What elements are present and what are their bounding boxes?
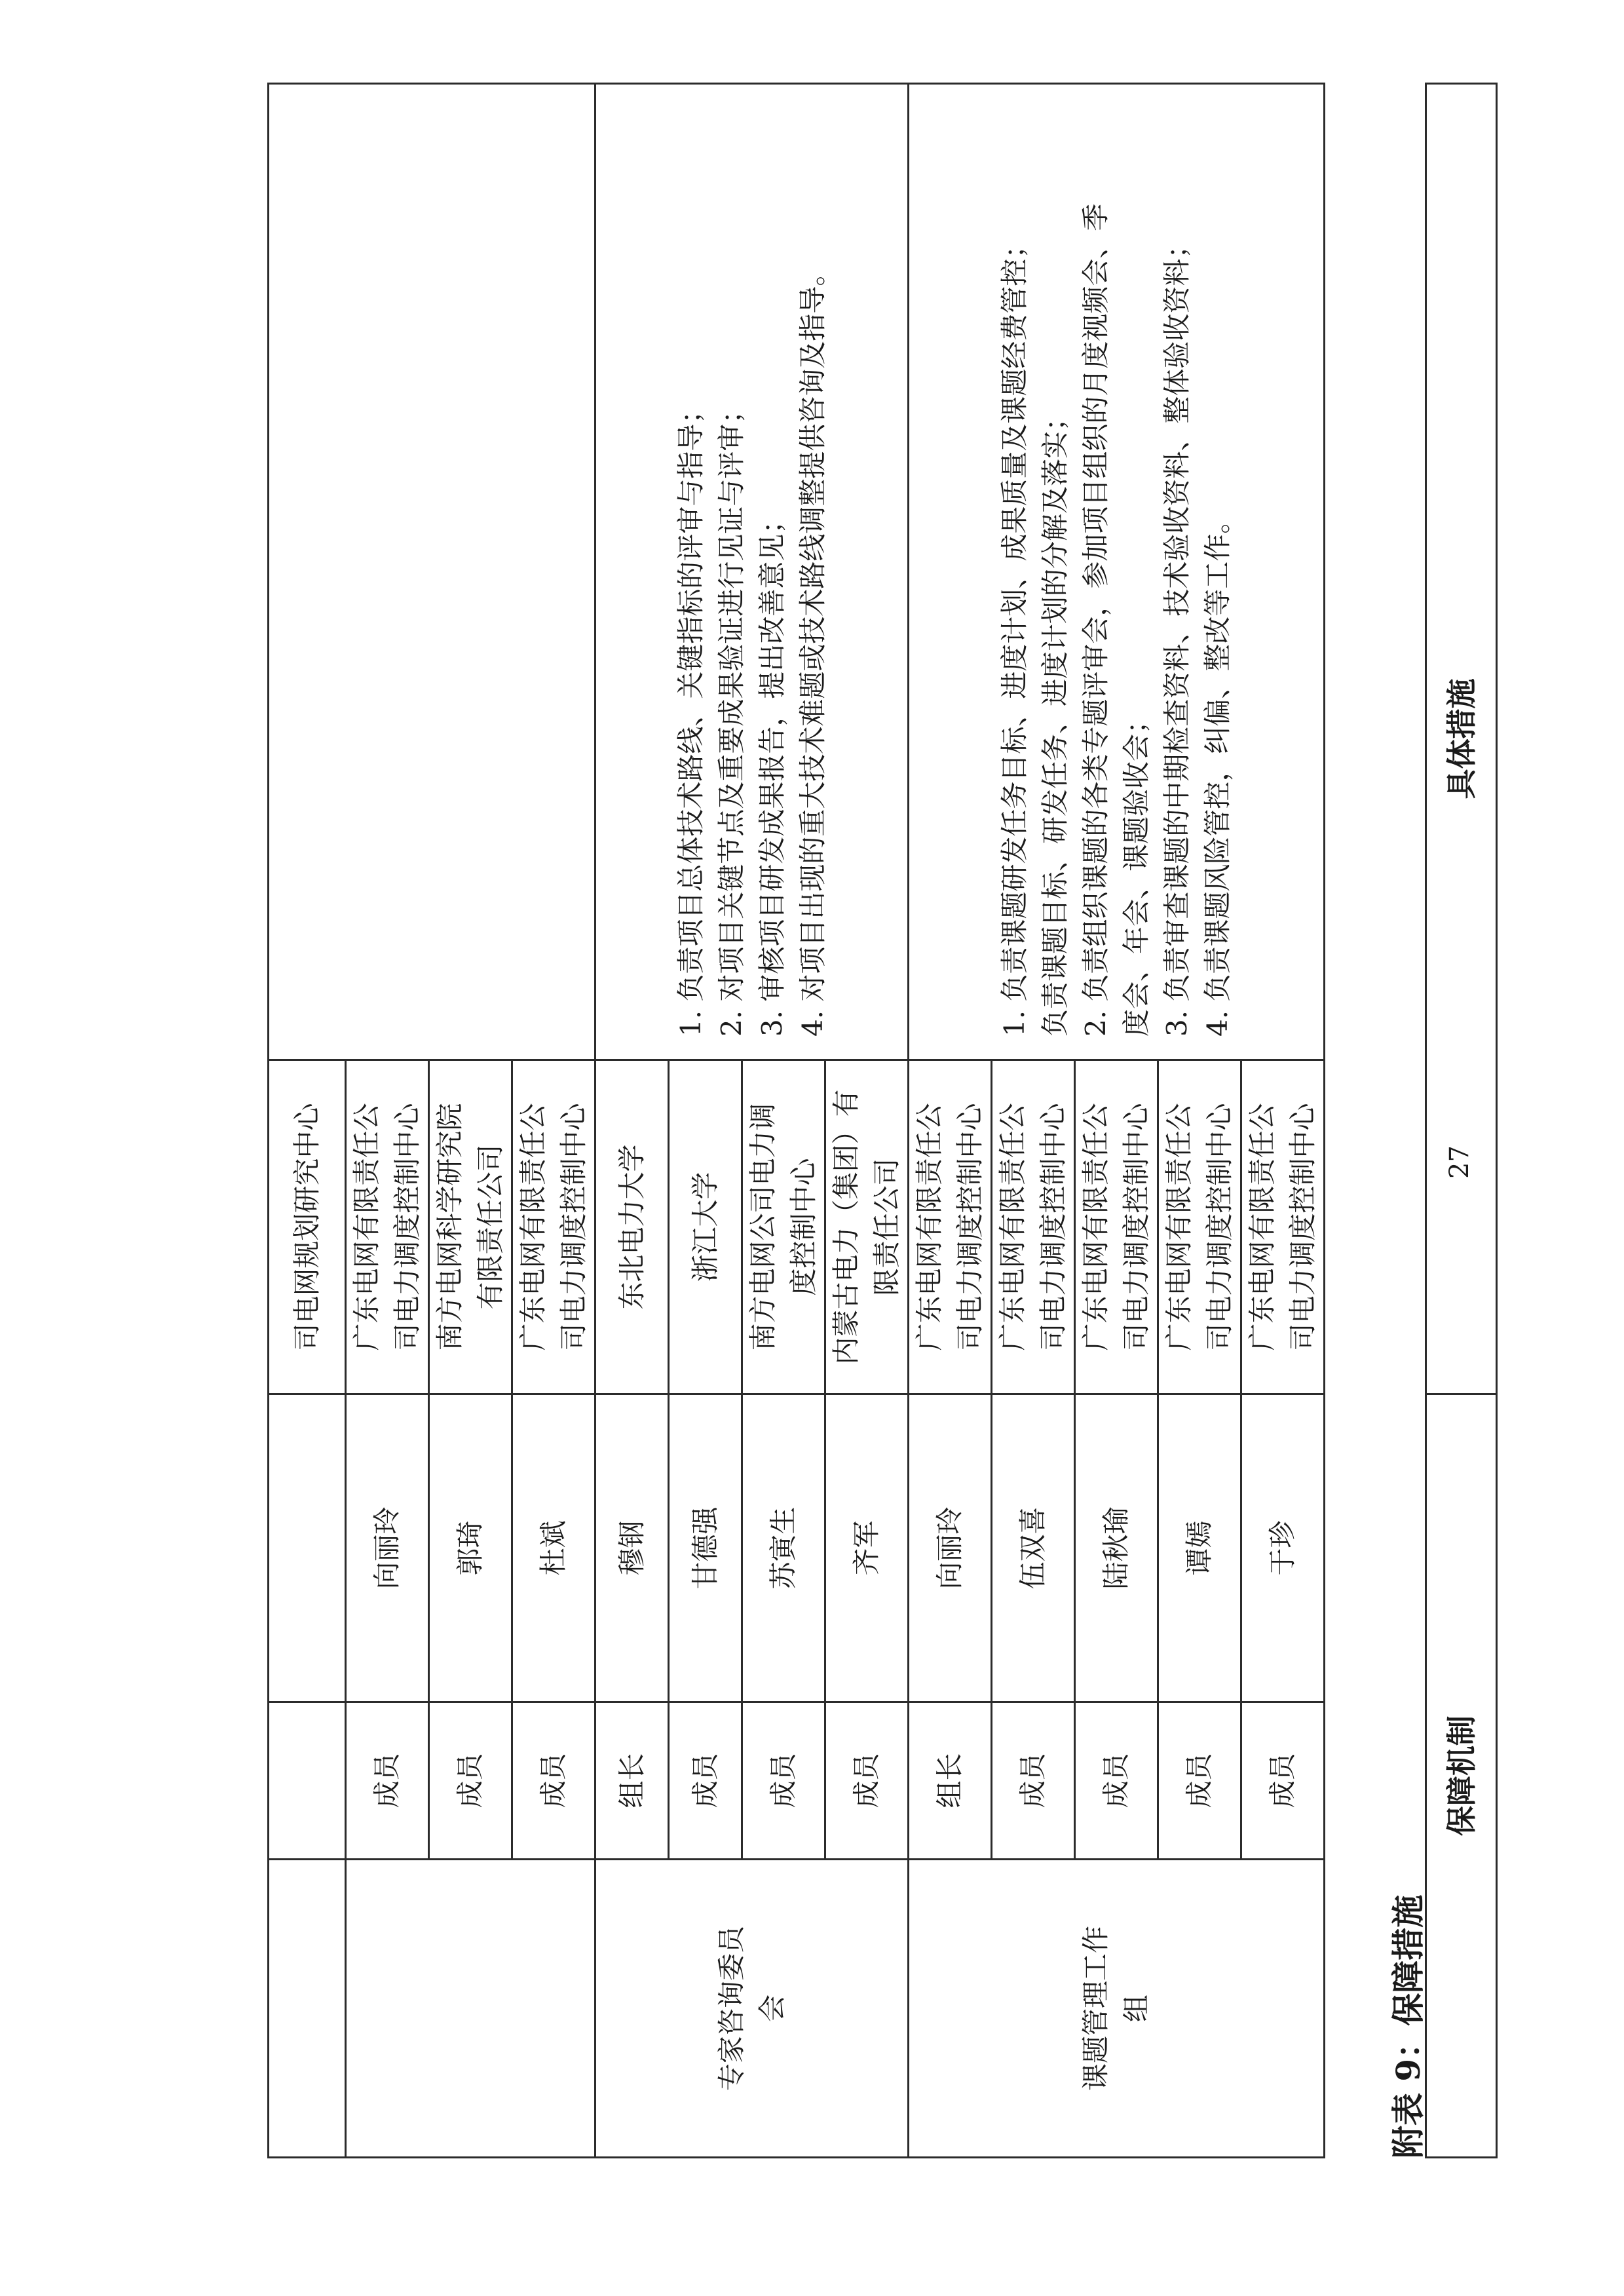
role-cell: 成员 xyxy=(825,1702,909,1860)
role-cell: 组长 xyxy=(909,1702,992,1860)
table-row xyxy=(909,84,992,2158)
group-cell-expert: 专家咨询委员 会 xyxy=(595,1860,909,2158)
org-cell: 广东电网有限责任公 司电力调度控制中心 xyxy=(1241,1060,1325,1394)
table-row xyxy=(269,84,346,2158)
org-cell: 浙江大学 xyxy=(669,1060,742,1394)
measures-cell-topic: 1. 负责课题研发任务目标、进度计划、成果质量及课题经费管控； 负责课题目标、研发任务、进度计划的分解及落实； 2. 负责组织课题的各类专题评审会，参加项目组织的月度视频会、季 度会、年会、课题验收会； 3. 负责审查课题的中期检查资料、技术验收资料、整体验收资料； 4. 负责课题风险管控，纠偏、整改等工作。 xyxy=(909,84,1325,1060)
group-cell-topic: 课题管理工作 组 xyxy=(909,1860,1325,2158)
name-cell: 谭嫣 xyxy=(1158,1394,1241,1702)
role-cell: 成员 xyxy=(742,1702,825,1860)
name-cell: 向丽玲 xyxy=(909,1394,992,1702)
group-cell xyxy=(346,1860,595,2158)
name-cell: 甘德强 xyxy=(669,1394,742,1702)
org-cell: 广东电网有限责任公 司电力调度控制中心 xyxy=(909,1060,992,1394)
name-cell: 苏寅生 xyxy=(742,1394,825,1702)
role-cell: 成员 xyxy=(346,1702,429,1860)
name-cell: 陆秋瑜 xyxy=(1075,1394,1158,1702)
role-cell: 成员 xyxy=(1241,1702,1325,1860)
table-header-row xyxy=(1426,84,1497,2158)
page-number: 27 xyxy=(1445,1145,1475,1179)
table-caption: 附表 9：保障措施 xyxy=(1389,1894,1427,2158)
specific-measures-header: 具体措施 xyxy=(1426,84,1497,1394)
org-cell: 东北电力大学 xyxy=(595,1060,669,1394)
name-cell: 齐军 xyxy=(825,1394,909,1702)
org-cell: 南方电网公司电力调 度控制中心 xyxy=(742,1060,825,1394)
role-cell xyxy=(269,1702,346,1860)
member-table xyxy=(267,83,1325,2158)
measures-cell-expert: 1. 负责项目总体技术路线、关键指标的评审与指导； 2. 对项目关键节点及重要成果验证进行见证与评审； 3. 审核项目研发成果报告，提出改善意见； 4. 对项目出现的重大技术难题或技术路线调整提供咨询及指导。 xyxy=(595,84,909,1060)
role-cell: 成员 xyxy=(1075,1702,1158,1860)
name-cell: 向丽玲 xyxy=(346,1394,429,1702)
name-cell: 郭琦 xyxy=(429,1394,512,1702)
name-cell xyxy=(269,1394,346,1702)
role-cell: 成员 xyxy=(669,1702,742,1860)
role-cell: 成员 xyxy=(512,1702,595,1860)
name-cell: 伍双喜 xyxy=(992,1394,1075,1702)
org-cell: 内蒙古电力（集团）有 限责任公司 xyxy=(825,1060,909,1394)
org-cell: 广东电网有限责任公 司电力调度控制中心 xyxy=(346,1060,429,1394)
guarantee-table xyxy=(1425,83,1498,2158)
group-cell xyxy=(269,1860,346,2158)
table-row xyxy=(595,84,669,2158)
org-cell: 司电网规划研究中心 xyxy=(269,1060,346,1394)
org-cell: 广东电网有限责任公 司电力调度控制中心 xyxy=(512,1060,595,1394)
org-cell: 广东电网有限责任公 司电力调度控制中心 xyxy=(992,1060,1075,1394)
org-cell: 广东电网有限责任公 司电力调度控制中心 xyxy=(1075,1060,1158,1394)
role-cell: 组长 xyxy=(595,1702,669,1860)
org-cell: 广东电网有限责任公 司电力调度控制中心 xyxy=(1158,1060,1241,1394)
org-cell: 南方电网科学研究院 有限责任公司 xyxy=(429,1060,512,1394)
role-cell: 成员 xyxy=(992,1702,1075,1860)
measures-cell xyxy=(269,84,595,1060)
guarantee-mechanism-header: 保障机制 xyxy=(1426,1394,1497,2158)
role-cell: 成员 xyxy=(1158,1702,1241,1860)
role-cell: 成员 xyxy=(429,1702,512,1860)
name-cell: 穆钢 xyxy=(595,1394,669,1702)
name-cell: 杜斌 xyxy=(512,1394,595,1702)
name-cell: 于珍 xyxy=(1241,1394,1325,1702)
